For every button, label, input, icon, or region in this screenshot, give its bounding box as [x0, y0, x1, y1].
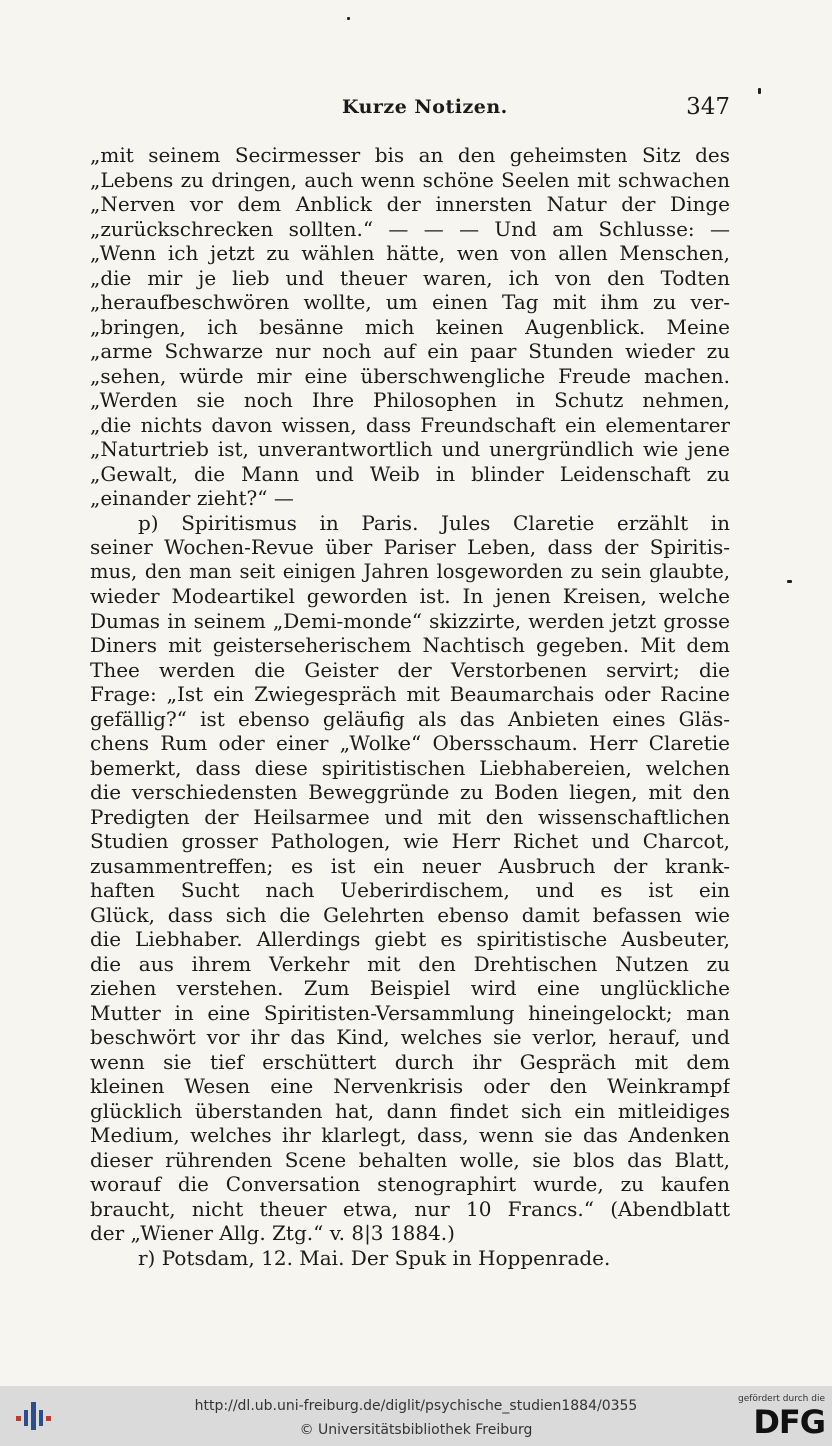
text-line: der „Wiener Allg. Ztg.“ v. 8|3 1884.) — [90, 1221, 455, 1245]
margin-mark-top — [347, 17, 350, 20]
body-text — [90, 143, 730, 1270]
text-line: die aus ihrem Verkehr mit den Drehtischen Nutzen zu — [90, 951, 730, 976]
text-line: worauf die Conversation stenographirt wurde, zu kaufen — [90, 1172, 730, 1196]
text-line: Studien grosser Pathologen, wie Herr Richet und Charcot, — [90, 829, 730, 853]
margin-mark-mid — [787, 580, 792, 583]
text-line: beschwört vor ihr das Kind, welches sie verlor, herauf, und — [90, 1025, 730, 1049]
text-line: wieder Modeartikel geworden ist. In jenen Kreisen, welche — [90, 584, 730, 608]
text-line: „Naturtrieb ist, unverantwortlich und unergründlich wie jene — [90, 437, 730, 461]
text-line: Predigten der Heilsarmee und mit den wissenschaftlichen — [90, 804, 730, 829]
text-line: wenn sie tief erschüttert durch ihr Gespräch mit dem — [90, 1049, 730, 1074]
text-line: Diners mit geisterseherischem Nachtisch gegeben. Mit dem — [90, 633, 730, 657]
text-line: „die mir je lieb und theuer waren, ich von den Todten — [90, 265, 730, 290]
text-line: „die nichts davon wissen, dass Freundschaft ein elementarer — [90, 412, 730, 437]
text-line: mus, den man seit einigen Jahren losgeworden zu sein glaubte, — [90, 559, 730, 583]
footer-url[interactable]: http://dl.ub.uni-freiburg.de/diglit/psychische_studien1884/0355 — [194, 1398, 638, 1414]
text-line: seiner Wochen-Revue über Pariser Leben, dass der Spiritis- — [90, 535, 730, 559]
text-line: „arme Schwarze nur noch auf ein paar Stunden wieder zu — [90, 339, 730, 363]
text-line: Mutter in eine Spiritisten-Versammlung hineingelockt; man — [90, 1000, 730, 1025]
page-header — [90, 94, 730, 124]
dfg-tagline: gefördert durch die — [738, 1394, 825, 1404]
text-line: Dumas in seinem „Demi-monde“ skizzirte, werden jetzt grosse — [90, 608, 730, 633]
text-line: „heraufbeschwören wollte, um einen Tag mit ihm zu ver- — [90, 290, 730, 314]
text-line: „sehen, würde mir eine überschwengliche Freude machen. — [90, 363, 730, 388]
text-line: braucht, nicht theuer etwa, nur 10 Francs.“ (Abendblatt — [90, 1196, 730, 1221]
text-line: p) Spiritismus in Paris. Jules Claretie erzählt in — [138, 510, 730, 535]
text-line: haften Sucht nach Ueberirdischem, und es ist ein — [90, 878, 730, 902]
text-line: Thee werden die Geister der Verstorbenen servirt; die — [90, 657, 730, 682]
text-line: gefällig?“ ist ebenso geläufig als das Anbieten eines Gläs- — [90, 706, 730, 731]
footer-copyright: © Universitätsbibliothek Freiburg — [299, 1422, 533, 1438]
running-title: Kurze Notizen. — [342, 96, 508, 118]
text-line: bemerkt, dass diese spiritistischen Liebhabereien, welchen — [90, 755, 730, 780]
page-number: 347 — [686, 94, 730, 120]
text-line: kleinen Wesen eine Nervenkrisis oder den Weinkrampf — [90, 1074, 730, 1098]
text-line: dieser rührenden Scene behalten wolle, sie blos das Blatt, — [90, 1147, 730, 1172]
text-line: zusammentreffen; es ist ein neuer Ausbruch der krank- — [90, 853, 730, 878]
dfg-wordmark: DFG — [753, 1403, 825, 1441]
text-line: „Werden sie noch Ihre Philosophen in Schutz nehmen, — [90, 388, 730, 412]
text-line: die verschiedensten Beweggründe zu Boden liegen, mit den — [90, 780, 730, 804]
text-line: „bringen, ich besänne mich keinen Augenblick. Meine — [90, 314, 730, 339]
text-line: „mit seinem Secirmesser bis an den geheimsten Sitz des — [90, 143, 730, 167]
text-line: „Nerven vor dem Anblick der innersten Natur der Dinge — [90, 192, 730, 216]
text-line: ziehen verstehen. Zum Beispiel wird eine unglückliche — [90, 976, 730, 1000]
text-line: r) Potsdam, 12. Mai. Der Spuk in Hoppenrade. — [138, 1245, 611, 1270]
text-line: „Lebens zu dringen, auch wenn schöne Seelen mit schwachen — [90, 167, 730, 192]
text-line: Glück, dass sich die Gelehrten ebenso damit befassen wie — [90, 902, 730, 927]
text-line: Medium, welches ihr klarlegt, dass, wenn sie das Andenken — [90, 1123, 730, 1147]
text-line: chens Rum oder einer „Wolke“ Obersschaum. Herr Claretie — [90, 731, 730, 755]
text-line: „einander zieht?“ — — [90, 486, 294, 510]
text-line: „Wenn ich jetzt zu wählen hätte, wen von allen Menschen, — [90, 241, 730, 265]
text-line: „zurückschrecken sollten.“ — — — Und am Schlusse: — — [90, 216, 730, 241]
text-line: „Gewalt, die Mann und Weib in blinder Leidenschaft zu — [90, 461, 730, 486]
text-line: glücklich überstanden hat, dann findet sich ein mitleidiges — [90, 1098, 730, 1123]
dfg-logo — [735, 1394, 825, 1442]
margin-mark-right — [758, 88, 761, 94]
text-line: Frage: „Ist ein Zwiegespräch mit Beaumarchais oder Racine — [90, 682, 730, 706]
text-line: die Liebhaber. Allerdings giebt es spiritistische Ausbeuter, — [90, 927, 730, 951]
